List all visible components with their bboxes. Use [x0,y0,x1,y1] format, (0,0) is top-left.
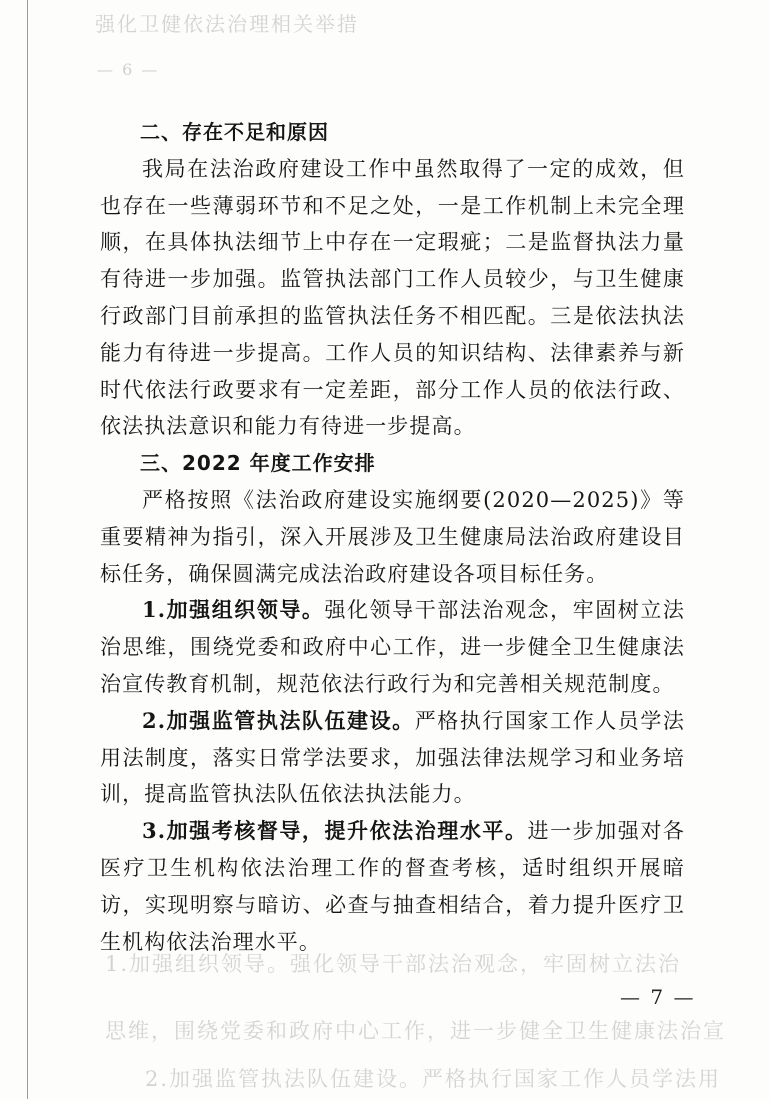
paragraph-shortcomings: 我局在法治政府建设工作中虽然取得了一定的成效，但也存在一些薄弱环节和不足之处，一是工作机制上未完全理顺，在具体执法细节上中存在一定瑕疵；二是监督执法力量有待进一步加强。监管执法部门工作人员较少，与卫生健康行政部门目前承担的监管执法任务不相匹配。三是依法执法能力有待进一步提高。工作人员的知识结构、法律素养与新时代依法行政要求有一定差距，部分工作人员的依法行政、依法执法意识和能力有待进一步提高。 [100,156,685,439]
plan-item-2-text: 严格执行国家工作人员学法用法制度，落实日常学法要求，加强法律法规学习和业务培训，提高监管执法队伍依法执法能力。 [100,708,685,807]
plan-item-1-text: 强化领导干部法治观念，牢固树立法治思维，围绕党委和政府中心工作，进一步健全卫生健康法治宣传教育机制，规范依法行政行为和完善相关规范制度。 [100,598,685,696]
plan-item-2-lead: 2.加强监管执法队伍建设。 [142,707,415,733]
section-heading-shortcomings: 二、存在不足和原因 [140,120,329,144]
bleed-through-text-line-3: 2.加强监管执法队伍建设。严格执行国家工作人员学法用 [145,1067,722,1091]
document-body [100,112,685,960]
paragraph-plan-intro: 严格按照《法治政府建设实施纲要(2020—2025)》等重要精神为指引，深入开展涉及卫生健康局法治政府建设目标任务，确保圆满完成法治政府建设各项目标任务。 [100,487,685,586]
plan-item-3-lead: 3.加强考核督导，提升依法治理水平。 [142,818,528,844]
bleed-through-text-line-2: 思维，围绕党委和政府中心工作，进一步健全卫生健康法治宣 [105,1019,726,1043]
bleed-through-text-line-1: 1.加强组织领导。强化领导干部法治观念，牢固树立法治 [105,952,682,976]
binding-margin-line [27,0,28,1099]
plan-item-1 [100,592,685,702]
bleed-through-text-top: 强化卫健依法治理相关举措 [95,12,359,36]
plan-item-3-text: 进一步加强对各医疗卫生机构依法治理工作的督查考核，适时组织开展暗访，实现明察与暗访、必查与抽查相结合，着力提升医疗卫生机构依法治理水平。 [100,819,685,954]
section-heading-2022-plan: 三、2022 年度工作安排 [140,451,376,476]
plan-item-3 [100,813,685,960]
plan-item-1-lead: 1.加强组织领导。 [142,597,325,623]
bleed-through-page-mark: — 6 — [97,60,160,79]
page-number: — 7 — [620,985,696,1009]
plan-item-2 [100,703,685,813]
